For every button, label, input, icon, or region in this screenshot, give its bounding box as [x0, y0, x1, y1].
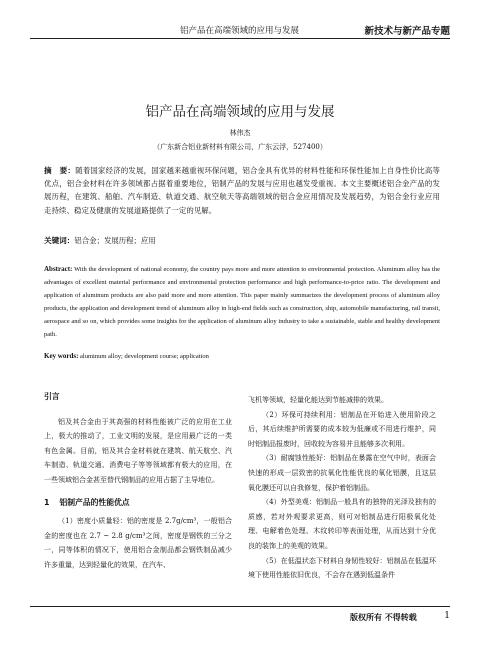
- intro-heading: 引言: [44, 392, 60, 401]
- abstract-cn-label: 摘 要：: [44, 166, 76, 175]
- paragraph-corrosion: （3）耐腐蚀性能好：铝制品在暴露在空气中时，表面会快速的形成一层致密的抗氧化性能优良的氧化铝膜，且这层氧化膜还可以自我修复，保护着铝制品。: [248, 454, 436, 492]
- page-number: 1: [444, 611, 450, 621]
- abstract-en-label: Abstract:: [44, 265, 73, 273]
- keywords-cn-text: 铝合金；发展历程；应用: [74, 236, 156, 245]
- keywords-cn-label: 关键词：: [44, 236, 75, 245]
- paragraph-appearance: （4）外型美观：铝制品一般具有的独特的光泽及独有的质感，若对外观要求更高，则可对铝制品进行阳极氧化处理、电解着色处理、木纹转印等表面处理，从而达到十分优良的装饰上的美观的效果。: [248, 498, 436, 550]
- running-title: 铝产品在高端领域的应用与发展: [180, 26, 300, 36]
- running-header: [30, 24, 450, 40]
- section-1-number: 1: [44, 497, 50, 507]
- section-1-heading: [44, 496, 232, 511]
- paragraph-low-temp: （5）在低温状态下材料自身韧性较好：铝制品在低温环境下使用性能依旧优良，不会存在遇到低温条件: [248, 556, 436, 580]
- intro-paragraph: 铝及其合金由于其高强的材料性能被广泛的应用在工业上，极大的推动了，工业文明的发展，是应用最广泛的一类有色金属。目前，铝及其合金材料就在建筑、航天航空、汽车制造、轨道交通、消费电子等等领域都有极大的应用，在一些领域铝合金甚至替代钢制品的应用占据了主导地位。: [44, 417, 232, 484]
- paragraph-density: （1）密度小质量轻：铝的密度是 2.7g/cm³，一般铝合金的密度也在 2.7 ~ 2.8 g/cm³之间，密度是钢铁的三分之一，同等体积的情况下，使用铝合金制品都会钢铁制品减少许多重量，达到轻量化的效果，在汽车、: [44, 517, 232, 569]
- page-footer: [30, 606, 450, 622]
- keywords-cn: [44, 235, 440, 246]
- column-name: 新技术与新产品专题: [364, 26, 450, 37]
- section-1-title: 铝制产品的性能优点: [59, 497, 130, 507]
- paragraph-eco: （2）环保可持续利用：铝制品在开始进入使用阶段之后，其后续维护所需要的成本较为低廉或不用进行维护，同时铝制品报废时，回收较为容易并且能够多次利用。: [248, 410, 436, 448]
- paragraph-density-cont: 飞机等领域，轻量化能达到节能减排的效果。: [248, 396, 388, 404]
- body-column-left: [44, 390, 232, 573]
- author-name: 林伟杰: [229, 129, 251, 137]
- abstract-en-text: With the development of national economy, the country pays more and more attention to environmental protection. Aluminum alloy has the advantages of excellent material performance and environmental protection performance and high performance-to-price ratio. The development and application of aluminum products are also paid more and more attention. This paper mainly summarizes the development process of aluminum alloy products, the application and development trend of aluminum alloy in high-end fields such as construction, ship, automobile manufacturing, rail transit, aerospace and so on, which provides some insights for the application of aluminum alloy industry to take a sustainable, stable and healthy development path.: [44, 266, 441, 339]
- abstract-cn-text: 随着国家经济的发展，国家越来越重视环保问题，铝合金具有优异的材料性能和环保性能加上自身性价比高等优点，铝合金材料在许多领域都占据着重要地位，铝制产品的发展与应用也越发受重视。本文主要概述铝合金产品的发展历程，在建筑、船舶、汽车制造、轨道交通、航空航天等高端领域的铝合金应用情况及发展趋势，为铝合金行业应用走持续、稳定及健康的发展道路提供了一定的见解。: [44, 166, 440, 215]
- copyright-notice: 版权所有 不得转载: [350, 612, 417, 622]
- author-affiliation: （广东新合铝业新材料有限公司，广东云浮，527400）: [153, 143, 327, 151]
- abstract-en: [44, 263, 440, 342]
- article-title: 铝产品在高端领域的应用与发展: [145, 104, 335, 120]
- header-rule: [30, 38, 450, 39]
- keywords-en: [44, 352, 440, 360]
- keywords-en-text: aluminum alloy; development course; application: [80, 353, 209, 360]
- keywords-en-label: Key words:: [44, 352, 79, 360]
- footer-rule: [30, 606, 450, 607]
- body-column-right: [248, 393, 436, 583]
- abstract-cn: [44, 164, 440, 217]
